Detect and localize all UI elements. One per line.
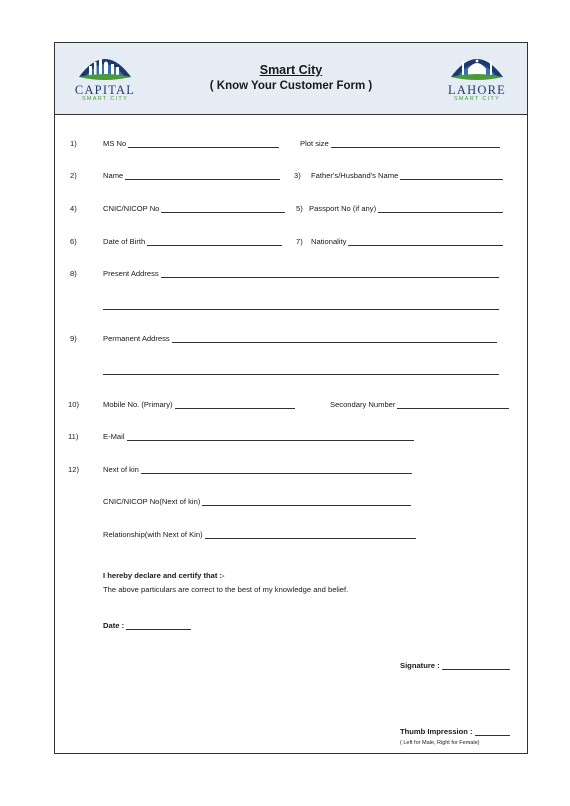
plot-size-field[interactable] — [300, 139, 500, 148]
item-number: 9) — [70, 334, 77, 343]
signature-label: Signature : — [400, 661, 440, 670]
item-number: 11) — [68, 432, 79, 441]
next-of-kin-field[interactable] — [103, 465, 412, 474]
logo-subtitle: SMART CITY — [453, 96, 501, 102]
item-number: 12) — [68, 465, 79, 474]
form-frame — [54, 42, 528, 754]
ms-no-field[interactable] — [103, 139, 279, 148]
kin-cnic-field[interactable] — [103, 497, 411, 506]
mobile-primary-label: Mobile No. (Primary) — [103, 400, 173, 409]
item-number: 4) — [70, 204, 77, 213]
mosque-skyline-icon — [447, 49, 507, 83]
item-number: 7) — [296, 237, 303, 246]
item-number: 6) — [70, 237, 77, 246]
nationality-field[interactable] — [311, 237, 503, 246]
permanent-address-label: Permanent Address — [103, 334, 170, 343]
item-number: 3) — [294, 171, 301, 180]
signature-field[interactable] — [400, 661, 510, 670]
form-title: Smart City — [259, 63, 323, 77]
present-address-label: Present Address — [103, 269, 159, 278]
thumb-impression-field[interactable] — [400, 727, 510, 736]
item-number: 5) — [296, 204, 303, 213]
secondary-number-field[interactable] — [330, 400, 509, 409]
lahore-smart-city-logo — [433, 49, 521, 109]
title-block — [155, 63, 427, 93]
logo-name: CAPITAL — [74, 83, 136, 97]
logo-subtitle: SMART CITY — [81, 96, 129, 102]
email-label: E-Mail — [103, 432, 125, 441]
cnic-label: CNIC/NICOP No — [103, 204, 160, 213]
father-husband-name-label: Father's/Husband's Name — [311, 171, 399, 180]
item-number: 2) — [70, 171, 77, 180]
declaration-heading: I hereby declare and certify that :- — [103, 571, 225, 580]
email-field[interactable] — [103, 432, 414, 441]
item-number: 10) — [68, 400, 79, 409]
item-number: 1) — [70, 139, 77, 148]
secondary-number-label: Secondary Number — [330, 400, 396, 409]
present-address-field[interactable] — [103, 269, 499, 278]
plot-size-label: Plot size — [300, 139, 329, 148]
ms-no-label: MS No — [103, 139, 127, 148]
relationship-label: Relationship(with Next of Kin) — [103, 530, 203, 539]
date-of-birth-field[interactable] — [103, 237, 282, 246]
date-label: Date : — [103, 621, 125, 630]
city-skyline-icon — [75, 49, 135, 83]
relationship-field[interactable] — [103, 530, 416, 539]
item-number: 8) — [70, 269, 77, 278]
thumb-impression-label: Thumb Impression : — [400, 727, 473, 736]
name-field[interactable] — [103, 171, 280, 180]
next-of-kin-label: Next of kin — [103, 465, 139, 474]
passport-label: Passport No (if any) — [309, 204, 377, 213]
kin-cnic-label: CNIC/NICOP No(Next of kin) — [103, 497, 201, 506]
form-subtitle: ( Know Your Customer Form ) — [209, 80, 373, 92]
date-of-birth-label: Date of Birth — [103, 237, 146, 246]
present-address-line-2[interactable] — [103, 309, 499, 310]
permanent-address-field[interactable] — [103, 334, 497, 343]
nationality-label: Nationality — [311, 237, 347, 246]
thumb-impression-note: ( Left for Male, Right for Female) — [400, 740, 480, 746]
capital-smart-city-logo — [61, 49, 149, 109]
name-label: Name — [103, 171, 124, 180]
date-field[interactable] — [103, 621, 191, 630]
passport-field[interactable] — [309, 204, 503, 213]
father-husband-name-field[interactable] — [311, 171, 503, 180]
logo-name: LAHORE — [448, 83, 506, 97]
form-header — [55, 43, 527, 115]
declaration-text: The above particulars are correct to the best of my knowledge and belief. — [103, 585, 349, 594]
cnic-field[interactable] — [103, 204, 285, 213]
permanent-address-line-2[interactable] — [103, 374, 499, 375]
mobile-primary-field[interactable] — [103, 400, 295, 409]
